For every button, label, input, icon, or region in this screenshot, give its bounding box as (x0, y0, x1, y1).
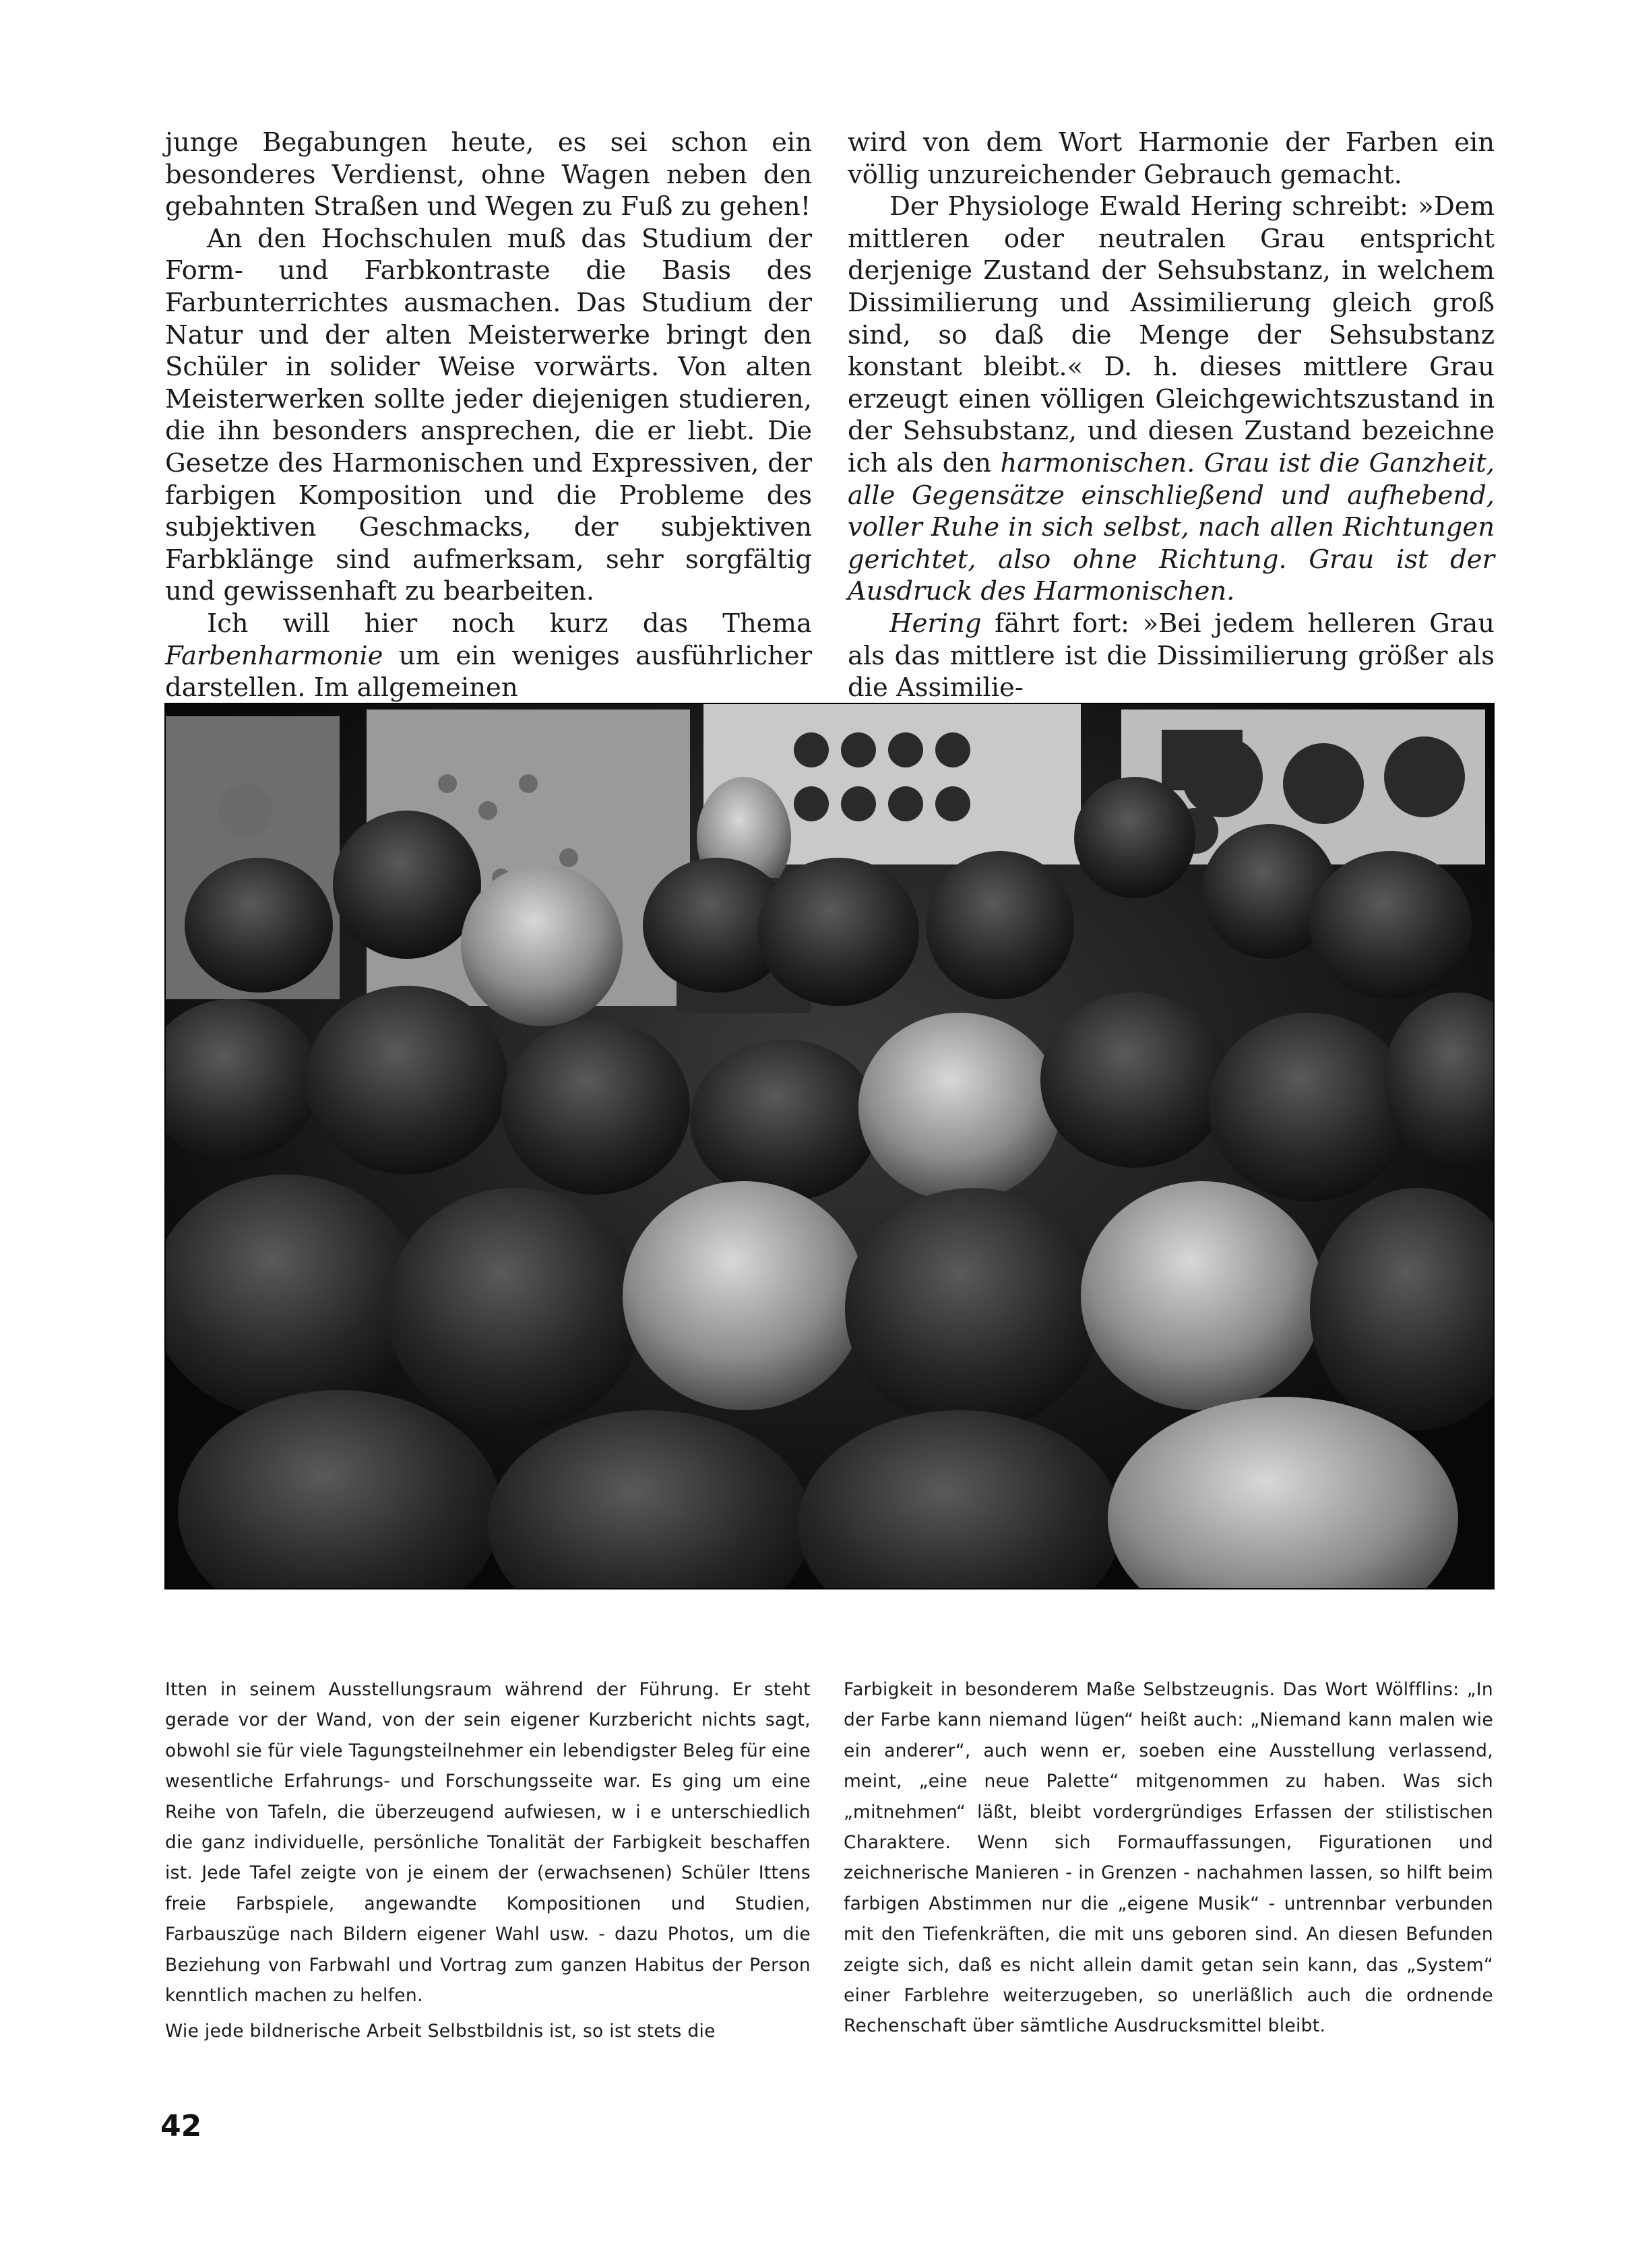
caption-paragraph: Farbigkeit in besonderem Maße Selbstzeugnis. Das Wort Wölfflins: „In der Farbe kann niemand lügen“ heißt auch: „Niemand kann malen wie ein anderer“, auch wenn er, soeben eine Ausstellung verlassend, meint, „eine neue Palette“ mitgenommen zu haben. Was sich „mitnehmen“ läßt, bleibt vordergründiges Erfassen der stilistischen Charaktere. Wenn sich Formauffassungen, Figurationen und zeichnerische Manieren - in Grenzen - nachahmen lassen, so hilft beim farbigen Abstimmen nur die „eigene Musik“ - untrennbar verbunden mit den Tiefenkräften, die mit uns geboren sind. An diesen Befunden zeigte sich, daß es nicht allein damit getan sein kann, das „System“ einer Farblehre weiterzugeben, so unerläßlich auch die ordnende Rechenschaft über sämtliche Ausdrucksmittel bleibt. (844, 1679, 1493, 2037)
text-column-right (848, 127, 1495, 704)
italic-passage: harmonischen. Grau ist die Ganzheit, alle Gegensätze einschließend und aufhebend, voller Ruhe in sich selbst, nach allen Richtungen gerichtet, also ohne Richtung. Grau ist der Ausdruck des Harmonischen. (848, 447, 1495, 607)
photo-illustration (164, 703, 1495, 1589)
text-run: um ein weniges ausführlicher darstellen. Im allgemeinen (165, 640, 812, 703)
text-run: fährt fort: »Bei jedem helleren Grau als das mittlere ist die Dissimilierung größer als die Assimilie- (848, 608, 1495, 703)
text-run: Der Physiologe Ewald Hering schreibt: »Dem mittleren oder neutralen Grau entspricht derjenige Zustand der Sehsubstanz, in welchem Dissimilierung und Assimilierung gleich groß sind, so daß die Menge der Sehsubstanz konstant bleibt.« D. h. dieses mittlere Grau erzeugt einen völligen Gleichgewichtszustand in der Sehsubstanz, und diesen Zustand bezeichne ich als den (848, 191, 1495, 478)
text-column-left (165, 127, 812, 704)
caption-paragraph: Itten in seinem Ausstellungsraum während der Führung. Er steht gerade vor der Wand, von der sein eigener Kurzbericht nichts sagt, obwohl sie für viele Tagungsteilnehmer ein lebendigster Beleg für eine wesentliche Erfahrungs- und Forschungsseite war. Es ging um eine Reihe von Tafeln, die überzeugend aufwiesen, w i e unterschiedlich die ganz individuelle, persönliche Tonalität der Farbigkeit beschaffen ist. Jede Tafel zeigte von je einem der (erwachsenen) Schüler Ittens freie Farbspiele, angewandte Kompositionen und Studien, Farbauszüge nach Bildern eigener Wahl usw. - dazu Photos, um die Beziehung von Farbwahl und Vortrag zum ganzen Habitus der Person kenntlich machen zu helfen. (165, 1679, 811, 2007)
paragraph (848, 191, 1495, 608)
page-number: 42 (160, 2109, 202, 2143)
caption-column-right (844, 1674, 1493, 2042)
paragraph: wird von dem Wort Harmonie der Farben ein völlig unzureichender Gebrauch gemacht. (848, 127, 1495, 190)
italic-term: Farbenharmonie (165, 640, 383, 671)
text-run: Ich will hier noch kurz das Thema (207, 608, 812, 639)
paragraph: junge Begabungen heute, es sei schon ein besonderes Verdienst, ohne Wagen neben den gebahnten Straßen und Wegen zu Fuß zu gehen! (165, 127, 812, 222)
paragraph: An den Hochschulen muß das Studium der Form- und Farbkontraste die Basis des Farbunterrichtes ausmachen. Das Studium der Natur und der alten Meisterwerke bringt den Schüler in solider Weise vorwärts. Von alten Meisterwerken sollte jeder diejenigen studieren, die ihn besonders ansprechen, die er liebt. Die Gesetze des Harmonischen und Expressiven, der farbigen Komposition und die Probleme des subjektiven Geschmacks, der subjektiven Farbklänge sind aufmerksam, sehr sorgfältig und gewissenhaft zu bearbeiten. (165, 223, 812, 607)
italic-name: Hering (889, 608, 982, 639)
caption-column-left (165, 1674, 811, 2047)
paragraph (848, 608, 1495, 704)
paragraph (165, 608, 812, 704)
caption-paragraph: Wie jede bildnerische Arbeit Selbstbildnis ist, so ist stets die (165, 2021, 716, 2042)
photograph (164, 703, 1495, 1589)
